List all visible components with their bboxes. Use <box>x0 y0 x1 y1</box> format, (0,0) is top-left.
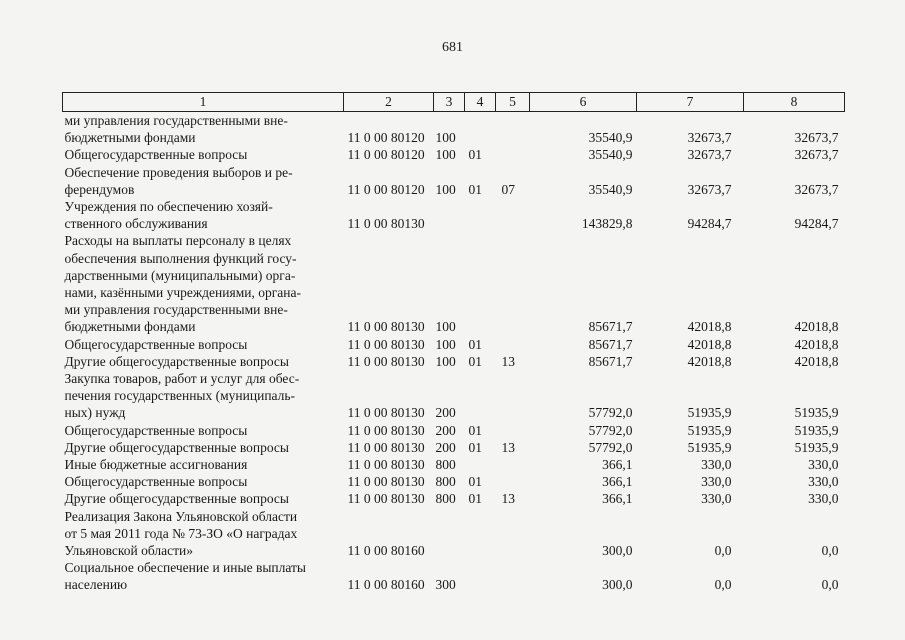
header-col-3: 3 <box>434 93 465 112</box>
description-line: Обеспечение проведения выборов и ре- <box>64 164 293 180</box>
subsection-code <box>496 508 530 560</box>
table-row <box>63 112 845 147</box>
target-article-code: 11 0 00 80130 <box>347 474 425 490</box>
table-row <box>63 353 845 370</box>
subsection-code: 13 <box>501 439 515 455</box>
subsection-code <box>496 559 530 593</box>
description-line: бюджетными фондами <box>64 130 196 146</box>
amount-col-7: 94284,7 <box>687 216 732 232</box>
target-article-code: 11 0 00 80130 <box>347 353 425 369</box>
subsection-code: 13 <box>501 491 515 507</box>
table-row <box>63 559 845 593</box>
subsection-code <box>496 370 530 422</box>
row-description <box>63 422 344 439</box>
amount-col-7: 32673,7 <box>687 181 732 197</box>
amount-col-8: 42018,8 <box>794 319 839 335</box>
description-line: Ульяновской области» <box>64 543 194 559</box>
row-description <box>63 490 344 507</box>
subsection-code <box>496 112 530 147</box>
section-code <box>465 370 496 422</box>
expense-type-code: 800 <box>435 491 456 507</box>
amount-col-6: 57792,0 <box>588 405 633 421</box>
amount-col-6: 57792,0 <box>588 422 633 438</box>
amount-col-7: 42018,8 <box>687 319 732 335</box>
amount-col-6: 143829,8 <box>581 216 633 232</box>
table-header <box>63 93 845 112</box>
subsection-code <box>496 232 530 335</box>
amount-col-6: 85671,7 <box>588 353 633 369</box>
target-article-code: 11 0 00 80130 <box>347 216 425 232</box>
description-line: ственного обслуживания <box>64 216 208 232</box>
section-code <box>465 508 496 560</box>
section-code: 01 <box>468 181 482 197</box>
table-row <box>63 232 845 335</box>
description-line: Общегосударственные вопросы <box>64 336 248 352</box>
budget-table <box>62 92 845 594</box>
amount-col-8: 32673,7 <box>794 130 839 146</box>
row-description <box>63 146 344 163</box>
expense-type-code: 100 <box>435 319 456 335</box>
description-line: Иные бюджетные ассигнования <box>64 457 248 473</box>
header-col-5: 5 <box>496 93 530 112</box>
amount-col-7: 330,0 <box>701 474 732 490</box>
expense-type-code: 300 <box>435 577 456 593</box>
section-code: 01 <box>468 422 482 438</box>
row-description <box>63 164 344 198</box>
description-line: населению <box>64 577 128 593</box>
section-code: 01 <box>468 336 482 352</box>
expense-type-code: 200 <box>435 439 456 455</box>
row-description <box>63 232 344 335</box>
description-line: от 5 мая 2011 года № 73-ЗО «О наградах <box>64 525 298 541</box>
amount-col-8: 51935,9 <box>794 405 839 421</box>
target-article-code: 11 0 00 80130 <box>347 405 425 421</box>
amount-col-6: 57792,0 <box>588 439 633 455</box>
amount-col-7: 42018,8 <box>687 336 732 352</box>
amount-col-8: 0,0 <box>821 543 839 559</box>
amount-col-8: 42018,8 <box>794 353 839 369</box>
row-description <box>63 508 344 560</box>
subsection-code <box>496 473 530 490</box>
table-row <box>63 198 845 232</box>
table-row <box>63 164 845 198</box>
amount-col-8: 51935,9 <box>794 422 839 438</box>
header-col-8: 8 <box>744 93 845 112</box>
target-article-code: 11 0 00 80160 <box>347 543 425 559</box>
description-line: Общегосударственные вопросы <box>64 147 248 163</box>
description-line: Другие общегосударственные вопросы <box>64 353 289 369</box>
description-line: бюджетными фондами <box>64 319 196 335</box>
section-code <box>465 232 496 335</box>
amount-col-7: 0,0 <box>714 543 732 559</box>
expense-type-code: 100 <box>435 181 456 197</box>
page-number: 681 <box>442 40 463 55</box>
amount-col-7: 42018,8 <box>687 353 732 369</box>
amount-col-6: 366,1 <box>602 474 633 490</box>
amount-col-8: 42018,8 <box>794 336 839 352</box>
expense-type-code: 100 <box>435 353 456 369</box>
amount-col-7: 51935,9 <box>687 422 732 438</box>
amount-col-7: 32673,7 <box>687 147 732 163</box>
expense-type-code <box>434 508 465 560</box>
header-col-2: 2 <box>344 93 434 112</box>
row-description <box>63 353 344 370</box>
amount-col-6: 35540,9 <box>588 181 633 197</box>
table-row <box>63 456 845 473</box>
amount-col-7: 32673,7 <box>687 130 732 146</box>
target-article-code: 11 0 00 80130 <box>347 439 425 455</box>
description-line: Закупка товаров, работ и услуг для обес- <box>64 371 300 387</box>
table-row <box>63 370 845 422</box>
row-description <box>63 473 344 490</box>
target-article-code: 11 0 00 80120 <box>347 130 425 146</box>
amount-col-7: 0,0 <box>714 577 732 593</box>
subsection-code <box>496 198 530 232</box>
row-description <box>63 439 344 456</box>
row-description <box>63 198 344 232</box>
table-row <box>63 473 845 490</box>
amount-col-6: 366,1 <box>602 457 633 473</box>
section-code: 01 <box>468 353 482 369</box>
table-row <box>63 508 845 560</box>
row-description <box>63 456 344 473</box>
header-col-6: 6 <box>530 93 637 112</box>
amount-col-6: 85671,7 <box>588 319 633 335</box>
table-row <box>63 439 845 456</box>
description-line: ми управления государственными вне- <box>64 302 288 318</box>
amount-col-8: 32673,7 <box>794 147 839 163</box>
section-code <box>465 559 496 593</box>
subsection-code <box>496 456 530 473</box>
amount-col-6: 85671,7 <box>588 336 633 352</box>
table-row <box>63 146 845 163</box>
description-line: Реализация Закона Ульяновской области <box>64 508 298 524</box>
row-description <box>63 336 344 353</box>
amount-col-7: 330,0 <box>701 457 732 473</box>
description-line: Другие общегосударственные вопросы <box>64 491 289 507</box>
subsection-code: 07 <box>501 181 515 197</box>
expense-type-code: 200 <box>435 405 456 421</box>
expense-type-code <box>434 198 465 232</box>
amount-col-6: 300,0 <box>602 543 633 559</box>
description-line: Учреждения по обеспечению хозяй- <box>64 199 273 215</box>
expense-type-code: 200 <box>435 422 456 438</box>
target-article-code: 11 0 00 80130 <box>347 336 425 352</box>
amount-col-7: 330,0 <box>701 491 732 507</box>
header-col-4: 4 <box>465 93 496 112</box>
amount-col-8: 94284,7 <box>794 216 839 232</box>
amount-col-8: 330,0 <box>808 474 839 490</box>
description-line: Общегосударственные вопросы <box>64 422 248 438</box>
expense-type-code: 100 <box>435 130 456 146</box>
section-code: 01 <box>468 439 482 455</box>
subsection-code <box>496 422 530 439</box>
target-article-code: 11 0 00 80130 <box>347 319 425 335</box>
header-col-7: 7 <box>637 93 744 112</box>
row-description <box>63 370 344 422</box>
description-line: Другие общегосударственные вопросы <box>64 439 289 455</box>
section-code: 01 <box>468 491 482 507</box>
description-line: дарственными (муниципальными) орга- <box>64 267 296 283</box>
section-code: 01 <box>468 147 482 163</box>
description-line: обеспечения выполнения функций госу- <box>64 250 297 266</box>
section-code <box>465 456 496 473</box>
description-line: ных) нужд <box>64 405 126 421</box>
description-line: Расходы на выплаты персоналу в целях <box>64 233 292 249</box>
description-line: ферендумов <box>64 181 135 197</box>
description-line: ми управления государственными вне- <box>64 113 288 128</box>
amount-col-8: 51935,9 <box>794 439 839 455</box>
row-description <box>63 112 344 147</box>
table-row <box>63 336 845 353</box>
table-row <box>63 422 845 439</box>
description-line: Социальное обеспечение и иные выплаты <box>64 560 306 576</box>
section-code: 01 <box>468 474 482 490</box>
amount-col-8: 330,0 <box>808 491 839 507</box>
target-article-code: 11 0 00 80130 <box>347 422 425 438</box>
amount-col-8: 0,0 <box>821 577 839 593</box>
table-row <box>63 490 845 507</box>
section-code <box>465 198 496 232</box>
amount-col-8: 32673,7 <box>794 181 839 197</box>
target-article-code: 11 0 00 80160 <box>347 577 425 593</box>
description-line: нами, казёнными учреждениями, органа- <box>64 285 301 301</box>
amount-col-8: 330,0 <box>808 457 839 473</box>
expense-type-code: 800 <box>435 474 456 490</box>
target-article-code: 11 0 00 80130 <box>347 457 425 473</box>
amount-col-6: 35540,9 <box>588 130 633 146</box>
subsection-code <box>496 146 530 163</box>
amount-col-7: 51935,9 <box>687 405 732 421</box>
expense-type-code: 100 <box>435 336 456 352</box>
amount-col-7: 51935,9 <box>687 439 732 455</box>
header-col-1: 1 <box>63 93 344 112</box>
amount-col-6: 35540,9 <box>588 147 633 163</box>
subsection-code: 13 <box>501 353 515 369</box>
row-description <box>63 559 344 593</box>
target-article-code: 11 0 00 80130 <box>347 491 425 507</box>
section-code <box>465 112 496 147</box>
table-body <box>63 112 845 594</box>
target-article-code: 11 0 00 80120 <box>347 181 425 197</box>
description-line: печения государственных (муниципаль- <box>64 388 296 404</box>
subsection-code <box>496 336 530 353</box>
amount-col-6: 366,1 <box>602 491 633 507</box>
amount-col-6: 300,0 <box>602 577 633 593</box>
expense-type-code: 800 <box>435 457 456 473</box>
description-line: Общегосударственные вопросы <box>64 474 248 490</box>
expense-type-code: 100 <box>435 147 456 163</box>
target-article-code: 11 0 00 80120 <box>347 147 425 163</box>
